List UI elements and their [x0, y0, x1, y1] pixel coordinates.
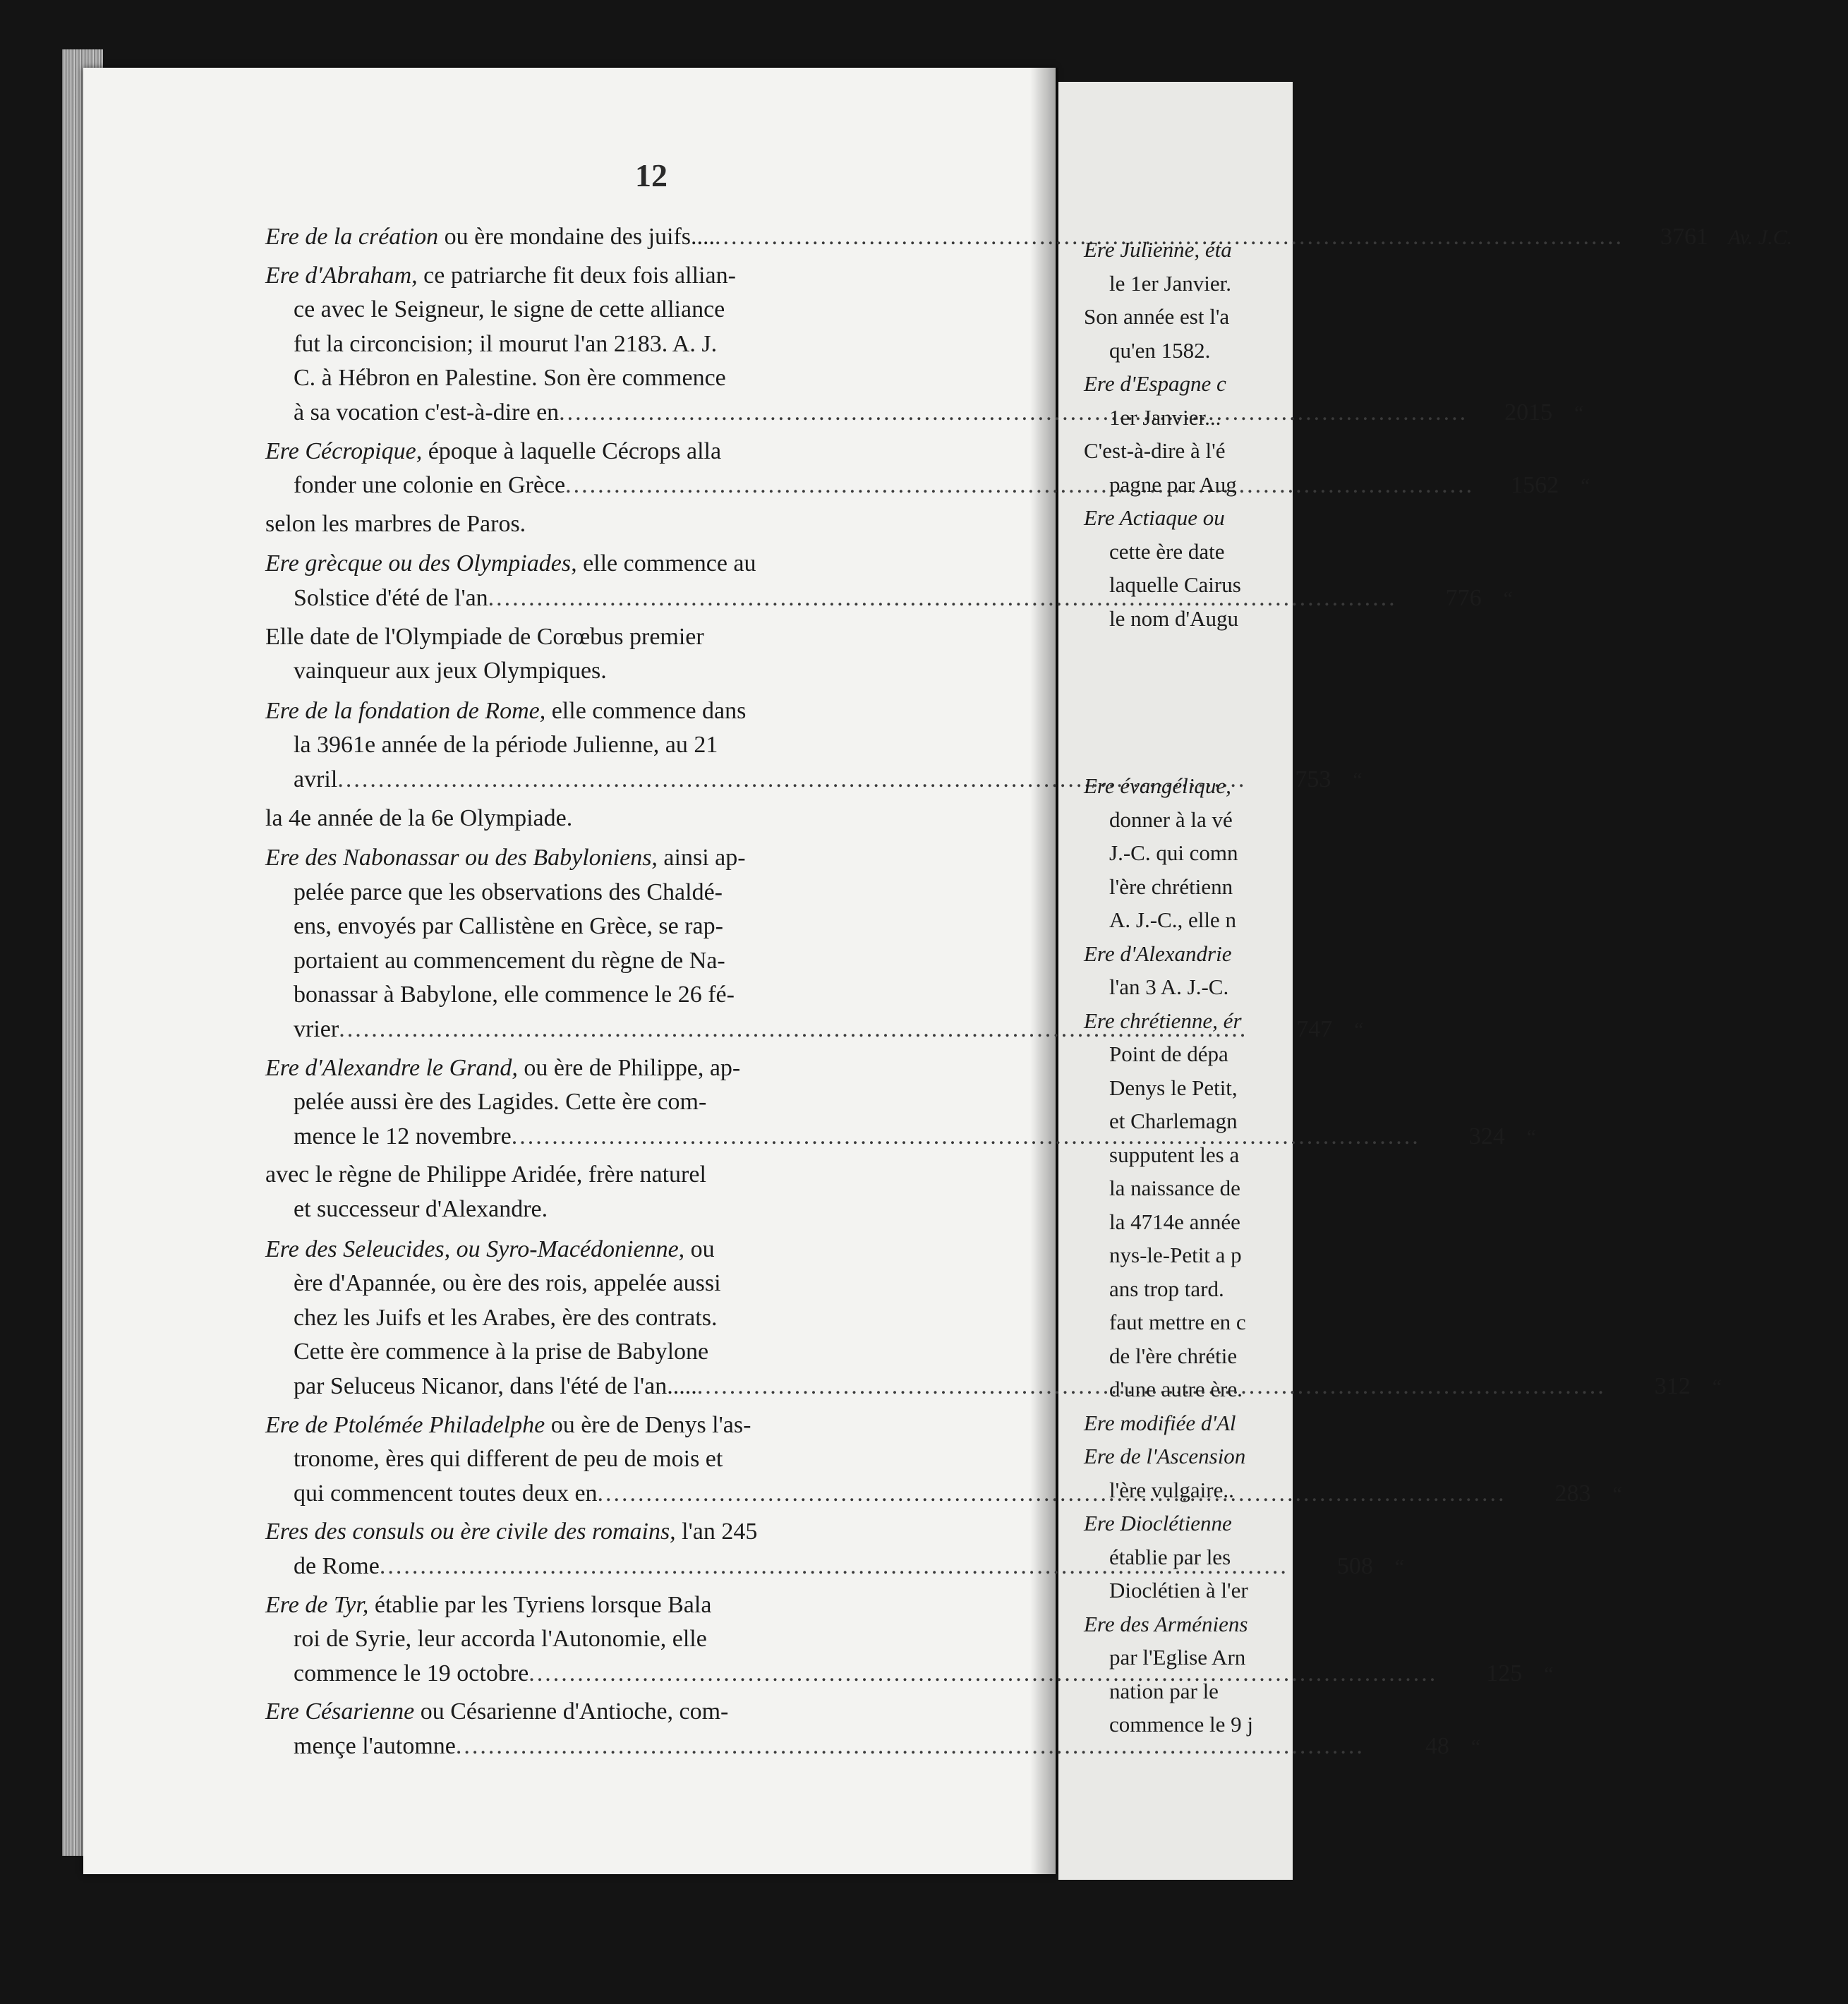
entry-text: la 3961e année de la période Julienne, au 21: [294, 732, 718, 759]
era-name: Ere d'Abraham,: [265, 262, 418, 289]
entry-text: fut la circoncision; il mourut l'an 2183. A. J.: [294, 330, 718, 357]
entry-line: [265, 728, 1041, 763]
right-page-line: Ere Julienne, éta: [1084, 237, 1232, 262]
era-unit: “: [1352, 1018, 1364, 1042]
entry-text: pelée aussi ère des Lagides. Cette ère com-: [294, 1089, 707, 1116]
era-year: 1562: [1511, 472, 1559, 499]
right-page-line: établie par les: [1109, 1544, 1231, 1569]
entry-text: ou ère de Philippe, ap-: [517, 1054, 741, 1081]
right-page-line: cette ère date: [1109, 538, 1225, 564]
entry-line: [265, 694, 1041, 729]
era-unit: “: [1578, 474, 1590, 498]
entry-text: fonder une colonie en Grèce: [294, 472, 566, 499]
entry-text: portaient au commencement du règne de Na-: [294, 947, 725, 974]
entry-text: l'an 245: [675, 1519, 758, 1545]
era-unit: Av. J.C.: [1728, 226, 1793, 249]
note-line: Elle date de l'Olympiade de Corœbus premier: [265, 623, 704, 650]
era-name: Ere des Seleucides, ou Syro-Macédonienne,: [265, 1236, 685, 1262]
note-line: et successeur d'Alexandre.: [294, 1196, 548, 1223]
right-page-line: J.-C. qui comn: [1109, 840, 1238, 865]
entry-text: roi de Syrie, leur accorda l'Autonomie, elle: [294, 1626, 707, 1653]
era-year: 753: [1295, 766, 1331, 792]
era-year: 3761: [1660, 224, 1709, 250]
note-line: selon les marbres de Paros.: [265, 510, 526, 537]
era-year: 2015: [1504, 399, 1553, 425]
right-page-line: Son année est l'a: [1084, 304, 1230, 329]
era-unit: “: [1351, 768, 1363, 792]
entry-text: qui commencent toutes deux en: [294, 1480, 598, 1507]
era-unit: “: [1542, 1662, 1554, 1686]
entry-text: pelée parce que les observations des Chaldé-: [294, 879, 723, 905]
right-page-line: Ere chrétienne, ér: [1084, 1008, 1242, 1033]
right-page-line: Dioclétien à l'er: [1109, 1578, 1248, 1602]
entry-line: [265, 910, 1041, 944]
entry-line: [265, 361, 1041, 396]
entry-text: ce avec le Seigneur, le signe de cette alliance: [294, 296, 725, 323]
right-page-line: Denys le Petit,: [1109, 1075, 1238, 1100]
era-note: [265, 802, 1041, 836]
right-page-line: le 1er Janvier.: [1109, 270, 1232, 296]
right-page-line: faut mettre en c: [1109, 1310, 1246, 1334]
right-page-line: nys-le-Petit a p: [1109, 1243, 1242, 1267]
right-page-line: supputent les a: [1109, 1142, 1240, 1167]
era-year: 312: [1654, 1373, 1691, 1399]
entry-text: bonassar à Babylone, elle commence le 26 fé-: [294, 982, 735, 1008]
note-line: avec le règne de Philippe Aridée, frère naturel: [265, 1161, 706, 1188]
entry-text: vrier: [294, 1016, 339, 1043]
dot-leader: [559, 396, 1468, 430]
entry-line: [265, 293, 1041, 327]
era-name: Ere grècque ou des Olympiades,: [265, 550, 577, 577]
entry-line: [265, 1051, 1041, 1086]
entry-text: tronome, ères qui different de peu de mois et: [294, 1446, 723, 1473]
entry-text: elle commence dans: [545, 697, 747, 724]
entry-text: avril: [294, 766, 338, 792]
entry-line: [265, 876, 1041, 910]
entry-text: Solstice d'été de l'an: [294, 584, 488, 611]
era-note: [265, 1158, 1041, 1226]
entry-text: chez les Juifs et les Arabes, ère des contrats.: [294, 1304, 718, 1331]
right-page-line: pagne par Aug: [1109, 471, 1237, 497]
entry-line: [265, 1622, 1041, 1657]
entry-text: elle commence au: [576, 550, 756, 577]
dot-leader: [598, 1477, 1506, 1511]
era-unit: “: [1572, 401, 1584, 425]
entry-line: [265, 1335, 1041, 1370]
entry-line: [265, 1695, 1041, 1730]
right-page-line: par l'Eglise Arn: [1109, 1645, 1246, 1670]
entry-text: mence le 12 novembre: [294, 1123, 512, 1149]
right-page-line: de l'ère chrétie: [1109, 1343, 1238, 1368]
entry-text: C. à Hébron en Palestine. Son ère commence: [294, 365, 726, 392]
era-year: 747: [1296, 1016, 1333, 1043]
right-page-line: laquelle Cairus: [1109, 572, 1241, 597]
entry-text: ens, envoyés par Callistène en Grèce, se rap-: [294, 913, 723, 940]
entry-text: ou ère mondaine des juifs....: [438, 224, 715, 250]
era-name: Ere des Nabonassar ou des Babyloniens,: [265, 845, 658, 871]
era-name: Ere de Tyr,: [265, 1591, 369, 1618]
right-page-line: Ere d'Espagne c: [1084, 371, 1226, 396]
note-line: vainqueur aux jeux Olympiques.: [294, 658, 607, 684]
era-unit: “: [1710, 1375, 1722, 1399]
entry-text: ou: [684, 1236, 715, 1262]
entry-text: époque à laquelle Cécrops alla: [422, 437, 722, 464]
right-page-line: Ere Actiaque ou: [1084, 505, 1225, 530]
era-note: [265, 507, 1041, 542]
entry-text: à sa vocation c'est-à-dire en: [294, 399, 560, 425]
right-page-line: A. J.-C., elle n: [1109, 907, 1236, 932]
entry-line: [265, 841, 1041, 876]
right-page-line: d'une autre ère.: [1109, 1377, 1243, 1401]
era-name: Eres des consuls ou ère civile des romains,: [265, 1519, 676, 1545]
right-page-line: ans trop tard.: [1109, 1276, 1224, 1301]
right-page-line: Ere d'Alexandrie: [1084, 941, 1232, 966]
right-page-text: [1084, 233, 1293, 1742]
era-unit: “: [1524, 1125, 1537, 1149]
entry-line: [265, 1408, 1041, 1443]
right-page-line: le nom d'Augu: [1109, 605, 1238, 631]
era-name: Ere de la fondation de Rome,: [265, 697, 546, 724]
right-page-line: Ere de l'Ascension: [1084, 1444, 1246, 1468]
entry-text: Cette ère commence à la prise de Babylone: [294, 1339, 709, 1365]
era-unit: “: [1501, 586, 1514, 610]
entry-text: ère d'Apannée, ou ère des rois, appelée aussi: [294, 1270, 721, 1297]
page-number: 12: [635, 157, 668, 193]
entry-line: [265, 1515, 1041, 1550]
right-page-line: qu'en 1582.: [1109, 337, 1211, 363]
entry-line: [265, 944, 1041, 979]
dot-leader: [529, 1657, 1437, 1691]
right-page-line: l'ère chrétienn: [1109, 874, 1233, 899]
right-page-line: Ere évangélique,: [1084, 773, 1231, 798]
right-page-line: nation par le: [1109, 1678, 1219, 1703]
right-page-line: Ere Dioclétienne: [1084, 1511, 1232, 1535]
right-page-line: la 4714e année: [1109, 1209, 1240, 1234]
right-page-line: la naissance de: [1109, 1176, 1240, 1200]
entry-line: [265, 435, 1041, 469]
right-page-line: l'an 3 A. J.-C.: [1109, 974, 1229, 999]
era-unit: “: [1468, 1734, 1481, 1758]
right-page-line: Point de dépa: [1109, 1042, 1228, 1066]
note-line: la 4e année de la 6e Olympiade.: [265, 804, 573, 831]
era-year: 48: [1425, 1732, 1449, 1759]
right-page-line: Ere des Arméniens: [1084, 1611, 1248, 1636]
entry-line: [265, 547, 1041, 581]
entry-text: mençe l'automne: [294, 1732, 456, 1759]
dot-leader: [565, 469, 1474, 503]
entry-text: de Rome: [294, 1552, 380, 1579]
right-page-line: donner à la vé: [1109, 807, 1233, 832]
era-unit: “: [1610, 1482, 1623, 1506]
right-page-line: C'est-à-dire à l'é: [1084, 438, 1226, 463]
era-name: Ere de la création: [265, 224, 439, 250]
entry-line: [265, 1267, 1041, 1301]
entry-line: [265, 978, 1041, 1013]
entry-text: ou Césarienne d'Antioche, com-: [414, 1698, 729, 1725]
era-year: 125: [1486, 1660, 1523, 1686]
era-year: 776: [1445, 584, 1482, 611]
era-name: Ere de Ptolémée Philadelphe: [265, 1411, 545, 1438]
era-year: 324: [1468, 1123, 1505, 1149]
entry-line: [265, 1730, 1481, 1764]
entry-line: [265, 1233, 1041, 1267]
entry-text: ainsi ap-: [657, 845, 746, 871]
era-name: Ere Césarienne: [265, 1698, 415, 1725]
paragraph-gap: [1084, 635, 1293, 769]
entry-text: établie par les Tyriens lorsque Bala: [368, 1591, 712, 1618]
entry-text: ce patriarche fit deux fois allian-: [417, 262, 736, 289]
right-page-line: 1er Janvier...: [1109, 404, 1221, 430]
entry-line: [265, 1442, 1041, 1477]
right-page-line: l'ère vulgaire..: [1109, 1477, 1234, 1502]
entry-text: ou ère de Denys l'as-: [545, 1411, 751, 1438]
right-page-line: commence le 9 j: [1109, 1712, 1253, 1737]
entry-line: [265, 259, 1041, 294]
era-note: [265, 620, 1041, 689]
entry-line: [265, 1588, 1041, 1623]
right-page-line: et Charlemagn: [1109, 1109, 1238, 1133]
era-name: Ere Cécropique,: [265, 437, 423, 464]
entry-line: [265, 327, 1041, 362]
entry-line: [265, 1085, 1041, 1120]
entry-text: par Seluceus Nicanor, dans l'été de l'an.....: [294, 1373, 697, 1399]
era-name: Ere d'Alexandre le Grand,: [265, 1054, 518, 1081]
era-year: 508: [1336, 1552, 1373, 1579]
right-page-line: Ere modifiée d'Al: [1084, 1410, 1236, 1435]
entry-line: [265, 1301, 1041, 1336]
entry-text: commence le 19 octobre: [294, 1660, 529, 1686]
era-unit: “: [1392, 1555, 1405, 1579]
era-year: 283: [1554, 1480, 1591, 1507]
